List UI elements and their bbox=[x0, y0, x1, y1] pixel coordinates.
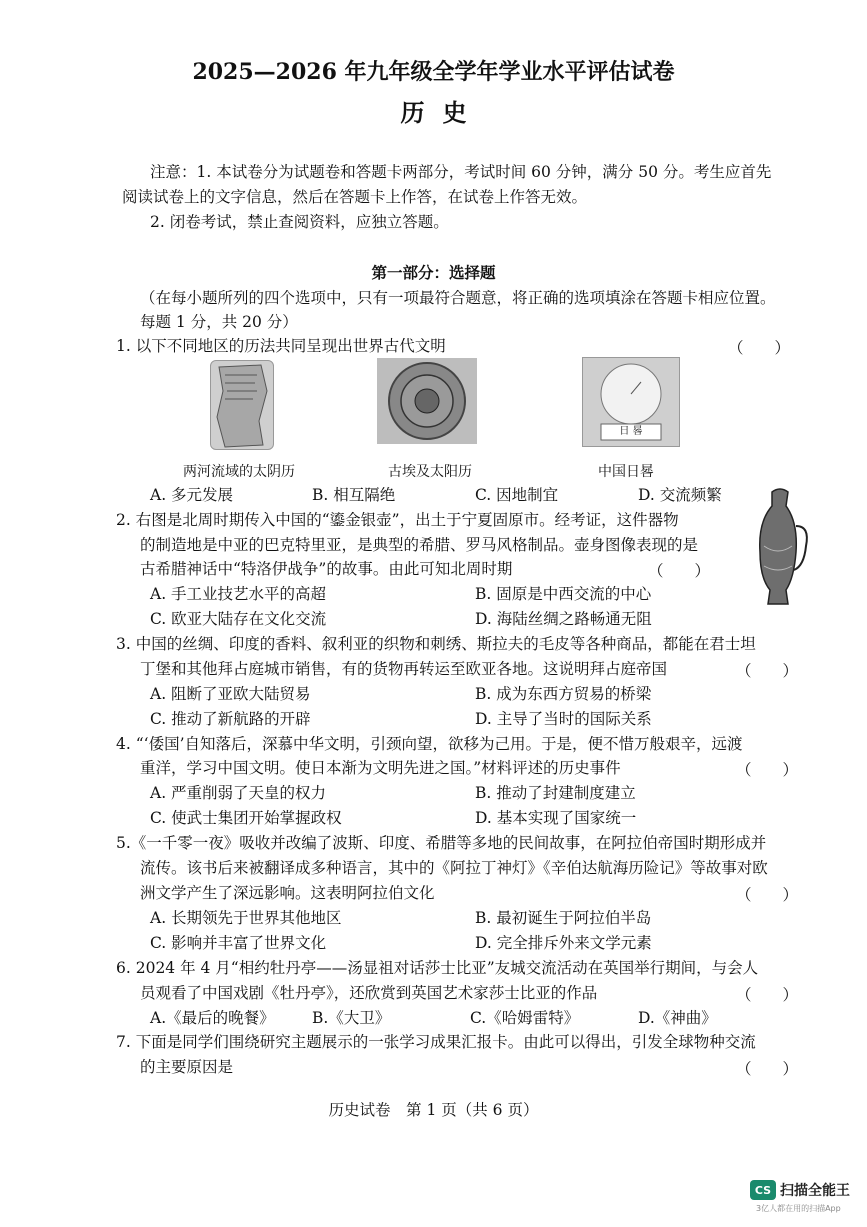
q2-answer-bracket: （ ） bbox=[648, 562, 711, 580]
q5-line-2: 流传。该书后来被翻译成多种语言，其中的《阿拉丁神灯》《辛伯达航海历险记》等故事对欧 bbox=[140, 859, 768, 877]
q4-line-2: 重洋，学习中国文明。使日本渐为文明先进之国。”材料评述的历史事件 bbox=[140, 759, 621, 777]
note-line-3: 2. 闭卷考试，禁止查阅资料，应独立答题。 bbox=[150, 213, 449, 231]
q5-line-1: 5.《一千零一夜》吸收并改编了波斯、印度、希腊等多地的民间故事，在阿拉伯帝国时期形成并 bbox=[116, 834, 767, 852]
q2-option-a: A. 手工业技艺水平的高超 bbox=[150, 585, 327, 603]
egyptian-calendar-stone-image bbox=[377, 358, 477, 444]
q4-answer-bracket: （ ） bbox=[736, 761, 799, 779]
scanner-app-name: 扫描全能王 bbox=[780, 1183, 850, 1199]
q7-answer-bracket: （ ） bbox=[736, 1060, 799, 1078]
q5-line-3: 洲文学产生了深远影响。这表明阿拉伯文化 bbox=[140, 884, 435, 902]
q3-line-1: 3. 中国的丝绸、印度的香料、叙利亚的织物和刺绣、斯拉夫的毛皮等各种商品，都能在君士坦 bbox=[116, 635, 756, 653]
caption-china: 中国日晷 bbox=[598, 464, 654, 480]
section-heading: 第一部分：选择题 bbox=[371, 263, 496, 282]
caption-mesopotamia: 两河流域的太阴历 bbox=[183, 464, 295, 480]
q3-answer-bracket: （ ） bbox=[736, 662, 799, 680]
mesopotamian-tablet-image bbox=[210, 360, 274, 450]
q5-answer-bracket: （ ） bbox=[736, 886, 799, 904]
camscanner-logo-icon: CS bbox=[750, 1180, 776, 1200]
q2-option-b: B. 固原是中西交流的中心 bbox=[475, 585, 652, 603]
section-instruction-1: （在每小题所列的四个选项中，只有一项最符合题意，将正确的选项填涂在答题卡相应位置。 bbox=[140, 289, 776, 307]
subject-title: 历史 bbox=[400, 98, 485, 127]
q6-option-b: B.《大卫》 bbox=[312, 1009, 391, 1027]
caption-egypt: 古埃及太阳历 bbox=[388, 464, 472, 480]
note-line-1: 注意：1. 本试卷分为试题卷和答题卡两部分，考试时间 60 分钟，满分 50 分。考生应首先 bbox=[150, 163, 772, 181]
q2-option-d: D. 海陆丝绸之路畅通无阻 bbox=[475, 610, 652, 628]
q3-line-2: 丁堡和其他拜占庭城市销售，有的货物再转运至欧亚各地。这说明拜占庭帝国 bbox=[140, 660, 668, 678]
q3-option-a: A. 阻断了亚欧大陆贸易 bbox=[150, 685, 311, 703]
page-footer: 历史试卷 第 1 页（共 6 页） bbox=[328, 1101, 539, 1119]
q4-option-b: B. 推动了封建制度建立 bbox=[475, 784, 636, 802]
q2-line-2: 的制造地是中亚的巴克特里亚，是典型的希腊、罗马风格制品。壶身图像表现的是 bbox=[140, 536, 699, 554]
scanner-watermark bbox=[750, 1180, 850, 1200]
q5-option-d: D. 完全排斥外来文学元素 bbox=[475, 934, 652, 952]
q3-option-b: B. 成为东西方贸易的桥梁 bbox=[475, 685, 652, 703]
q4-option-d: D. 基本实现了国家统一 bbox=[475, 809, 637, 827]
q7-line-1: 7. 下面是同学们围绕研究主题展示的一张学习成果汇报卡。由此可以得出，引发全球物种交流 bbox=[116, 1033, 756, 1051]
q6-option-a: A.《最后的晚餐》 bbox=[150, 1009, 275, 1027]
q1-option-b: B. 相互隔绝 bbox=[312, 486, 396, 504]
q5-option-a: A. 长期领先于世界其他地区 bbox=[150, 909, 342, 927]
q6-answer-bracket: （ ） bbox=[736, 986, 799, 1004]
q5-option-b: B. 最初诞生于阿拉伯半岛 bbox=[475, 909, 652, 927]
note-line-2: 阅读试卷上的文字信息，然后在答题卡上作答，在试卷上作答无效。 bbox=[122, 188, 588, 206]
q1-option-a: A. 多元发展 bbox=[150, 486, 234, 504]
q3-option-d: D. 主导了当时的国际关系 bbox=[475, 710, 652, 728]
q2-line-3: 古希腊神话中“特洛伊战争”的故事。由此可知北周时期 bbox=[140, 560, 513, 578]
q6-option-c: C.《哈姆雷特》 bbox=[470, 1009, 580, 1027]
q6-line-2: 员观看了中国戏剧《牡丹亭》，还欣赏到英国艺术家莎士比亚的作品 bbox=[140, 984, 598, 1002]
q2-line-1: 2. 右图是北周时期传入中国的“鎏金银壶”，出土于宁夏固原市。经考证，这件器物 bbox=[116, 511, 679, 529]
sundial-image bbox=[582, 357, 680, 447]
q1-answer-bracket: （ ） bbox=[728, 339, 791, 357]
exam-title: 2025—2026 年九年级全学年学业水平评估试卷 bbox=[192, 59, 675, 85]
q2-option-c: C. 欧亚大陆存在文化交流 bbox=[150, 610, 327, 628]
q4-option-c: C. 使武士集团开始掌握政权 bbox=[150, 809, 342, 827]
q1-option-c: C. 因地制宜 bbox=[475, 486, 559, 504]
q5-option-c: C. 影响并丰富了世界文化 bbox=[150, 934, 327, 952]
q6-line-1: 6. 2024 年 4 月“相约牡丹亭——汤显祖对话莎士比亚”友城交流活动在英国举行期间，与会人 bbox=[116, 959, 759, 977]
q4-option-a: A. 严重削弱了天皇的权力 bbox=[150, 784, 327, 802]
q7-line-2: 的主要原因是 bbox=[140, 1058, 234, 1076]
section-instruction-2: 每题 1 分，共 20 分） bbox=[140, 313, 298, 331]
sundial-label: 日 晷 bbox=[619, 426, 643, 437]
q1-option-d: D. 交流频繁 bbox=[638, 486, 722, 504]
q3-option-c: C. 推动了新航路的开辟 bbox=[150, 710, 311, 728]
scanner-tagline: 3亿人都在用的扫描App bbox=[756, 1204, 841, 1213]
q1-stem: 1. 以下不同地区的历法共同呈现出世界古代文明 bbox=[116, 337, 446, 355]
q4-line-1: 4. “‘倭国’自知落后，深慕中华文明，引颈向望，欲移为己用。于是，便不惜万般艰辛，远渡 bbox=[116, 735, 743, 753]
gilt-silver-ewer-image bbox=[750, 486, 812, 612]
q6-option-d: D.《神曲》 bbox=[638, 1009, 717, 1027]
